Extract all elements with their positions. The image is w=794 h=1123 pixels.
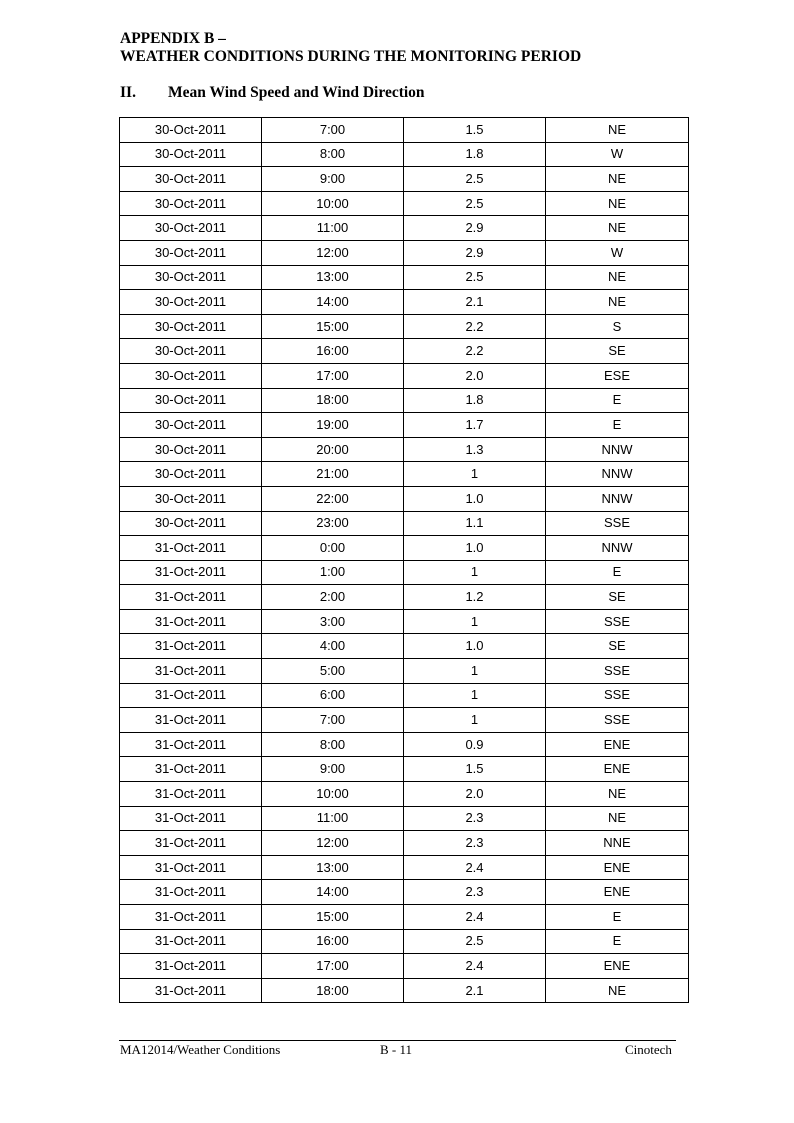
table-row: [120, 462, 689, 487]
wind-speed-cell: 2.4: [404, 855, 546, 880]
time-cell: 11:00: [262, 806, 404, 831]
time-cell: 23:00: [262, 511, 404, 536]
wind-speed-cell: 1.3: [404, 437, 546, 462]
wind-speed-cell: 2.9: [404, 216, 546, 241]
time-cell: 18:00: [262, 978, 404, 1003]
wind-direction-cell: ENE: [546, 757, 689, 782]
time-cell: 3:00: [262, 609, 404, 634]
date-cell: 30-Oct-2011: [120, 413, 262, 438]
table-row: [120, 536, 689, 561]
wind-direction-cell: SSE: [546, 708, 689, 733]
table-row: [120, 806, 689, 831]
wind-speed-cell: 1: [404, 609, 546, 634]
table-row: [120, 708, 689, 733]
wind-direction-cell: E: [546, 929, 689, 954]
wind-speed-cell: 2.1: [404, 978, 546, 1003]
date-cell: 30-Oct-2011: [120, 339, 262, 364]
table-row: [120, 659, 689, 684]
time-cell: 7:00: [262, 118, 404, 143]
wind-direction-cell: NNW: [546, 536, 689, 561]
time-cell: 20:00: [262, 437, 404, 462]
table-row: [120, 118, 689, 143]
table-row: [120, 142, 689, 167]
table-row: [120, 413, 689, 438]
wind-direction-cell: E: [546, 560, 689, 585]
time-cell: 13:00: [262, 265, 404, 290]
date-cell: 30-Oct-2011: [120, 462, 262, 487]
date-cell: 31-Oct-2011: [120, 609, 262, 634]
table-row: [120, 978, 689, 1003]
appendix-heading-line-1: APPENDIX B –: [120, 30, 226, 47]
table-row: [120, 585, 689, 610]
table-row: [120, 732, 689, 757]
wind-speed-cell: 1: [404, 683, 546, 708]
date-cell: 31-Oct-2011: [120, 560, 262, 585]
appendix-heading: [120, 30, 581, 66]
wind-speed-cell: 1: [404, 708, 546, 733]
time-cell: 21:00: [262, 462, 404, 487]
table-row: [120, 782, 689, 807]
table-row: [120, 437, 689, 462]
table-row: [120, 240, 689, 265]
time-cell: 9:00: [262, 167, 404, 192]
wind-direction-cell: E: [546, 413, 689, 438]
date-cell: 31-Oct-2011: [120, 659, 262, 684]
wind-data-table: [119, 117, 689, 1003]
date-cell: 31-Oct-2011: [120, 634, 262, 659]
wind-direction-cell: NNW: [546, 486, 689, 511]
time-cell: 15:00: [262, 314, 404, 339]
time-cell: 7:00: [262, 708, 404, 733]
wind-speed-cell: 1: [404, 560, 546, 585]
date-cell: 30-Oct-2011: [120, 167, 262, 192]
table-row: [120, 609, 689, 634]
wind-speed-cell: 1.5: [404, 118, 546, 143]
date-cell: 31-Oct-2011: [120, 954, 262, 979]
time-cell: 16:00: [262, 929, 404, 954]
time-cell: 2:00: [262, 585, 404, 610]
section-number: II.: [120, 84, 136, 101]
table-row: [120, 831, 689, 856]
wind-direction-cell: SE: [546, 585, 689, 610]
wind-speed-cell: 2.0: [404, 782, 546, 807]
time-cell: 16:00: [262, 339, 404, 364]
wind-direction-cell: NE: [546, 191, 689, 216]
wind-direction-cell: NNW: [546, 462, 689, 487]
wind-speed-cell: 1.0: [404, 536, 546, 561]
wind-direction-cell: W: [546, 142, 689, 167]
table-row: [120, 167, 689, 192]
wind-speed-cell: 2.5: [404, 265, 546, 290]
wind-speed-cell: 0.9: [404, 732, 546, 757]
table-row: [120, 216, 689, 241]
table-row: [120, 363, 689, 388]
wind-direction-cell: NE: [546, 118, 689, 143]
time-cell: 6:00: [262, 683, 404, 708]
wind-direction-cell: SE: [546, 634, 689, 659]
wind-speed-cell: 2.9: [404, 240, 546, 265]
table-row: [120, 560, 689, 585]
wind-speed-cell: 2.1: [404, 290, 546, 315]
date-cell: 31-Oct-2011: [120, 831, 262, 856]
wind-speed-cell: 2.2: [404, 339, 546, 364]
wind-speed-cell: 1.2: [404, 585, 546, 610]
time-cell: 12:00: [262, 831, 404, 856]
time-cell: 4:00: [262, 634, 404, 659]
wind-direction-cell: NNW: [546, 437, 689, 462]
date-cell: 30-Oct-2011: [120, 437, 262, 462]
wind-direction-cell: S: [546, 314, 689, 339]
time-cell: 10:00: [262, 782, 404, 807]
wind-direction-cell: NE: [546, 167, 689, 192]
date-cell: 30-Oct-2011: [120, 486, 262, 511]
date-cell: 31-Oct-2011: [120, 806, 262, 831]
date-cell: 30-Oct-2011: [120, 511, 262, 536]
wind-speed-cell: 1: [404, 659, 546, 684]
date-cell: 30-Oct-2011: [120, 290, 262, 315]
date-cell: 31-Oct-2011: [120, 585, 262, 610]
date-cell: 30-Oct-2011: [120, 388, 262, 413]
wind-speed-cell: 1.8: [404, 142, 546, 167]
wind-direction-cell: SE: [546, 339, 689, 364]
wind-direction-cell: SSE: [546, 511, 689, 536]
wind-direction-cell: NE: [546, 782, 689, 807]
wind-speed-cell: 1.0: [404, 634, 546, 659]
date-cell: 30-Oct-2011: [120, 240, 262, 265]
time-cell: 18:00: [262, 388, 404, 413]
time-cell: 11:00: [262, 216, 404, 241]
time-cell: 22:00: [262, 486, 404, 511]
wind-speed-cell: 1.8: [404, 388, 546, 413]
table-row: [120, 683, 689, 708]
wind-direction-cell: NE: [546, 216, 689, 241]
table-row: [120, 314, 689, 339]
wind-direction-cell: SSE: [546, 683, 689, 708]
section-title: [120, 84, 425, 102]
time-cell: 14:00: [262, 880, 404, 905]
table-row: [120, 486, 689, 511]
wind-direction-cell: NE: [546, 978, 689, 1003]
date-cell: 31-Oct-2011: [120, 855, 262, 880]
table-row: [120, 954, 689, 979]
wind-direction-cell: E: [546, 388, 689, 413]
wind-data-table-body: [120, 118, 689, 1003]
date-cell: 31-Oct-2011: [120, 708, 262, 733]
wind-speed-cell: 2.4: [404, 954, 546, 979]
wind-speed-cell: 1.0: [404, 486, 546, 511]
wind-speed-cell: 1: [404, 462, 546, 487]
date-cell: 30-Oct-2011: [120, 265, 262, 290]
appendix-heading-line-2: WEATHER CONDITIONS DURING THE MONITORING PERIOD: [120, 48, 582, 65]
time-cell: 10:00: [262, 191, 404, 216]
wind-speed-cell: 2.3: [404, 806, 546, 831]
time-cell: 15:00: [262, 905, 404, 930]
date-cell: 30-Oct-2011: [120, 118, 262, 143]
table-row: [120, 757, 689, 782]
footer-company: Cinotech: [625, 1042, 672, 1057]
table-row: [120, 511, 689, 536]
wind-speed-cell: 1.1: [404, 511, 546, 536]
wind-speed-cell: 2.4: [404, 905, 546, 930]
date-cell: 31-Oct-2011: [120, 905, 262, 930]
wind-direction-cell: NE: [546, 290, 689, 315]
date-cell: 31-Oct-2011: [120, 683, 262, 708]
date-cell: 31-Oct-2011: [120, 880, 262, 905]
table-row: [120, 929, 689, 954]
table-row: [120, 905, 689, 930]
table-row: [120, 265, 689, 290]
wind-direction-cell: ENE: [546, 954, 689, 979]
wind-direction-cell: ENE: [546, 732, 689, 757]
time-cell: 12:00: [262, 240, 404, 265]
time-cell: 8:00: [262, 732, 404, 757]
footer-document-ref: MA12014/Weather Conditions: [120, 1042, 281, 1057]
table-row: [120, 191, 689, 216]
wind-speed-cell: 2.5: [404, 191, 546, 216]
time-cell: 9:00: [262, 757, 404, 782]
wind-speed-cell: 2.3: [404, 880, 546, 905]
section-title-text: Mean Wind Speed and Wind Direction: [168, 84, 425, 101]
wind-speed-cell: 2.5: [404, 929, 546, 954]
date-cell: 31-Oct-2011: [120, 536, 262, 561]
wind-speed-cell: 1.5: [404, 757, 546, 782]
wind-speed-cell: 2.5: [404, 167, 546, 192]
date-cell: 31-Oct-2011: [120, 782, 262, 807]
date-cell: 30-Oct-2011: [120, 216, 262, 241]
wind-speed-cell: 1.7: [404, 413, 546, 438]
wind-speed-cell: 2.2: [404, 314, 546, 339]
footer-page-number: B - 11: [380, 1042, 413, 1057]
time-cell: 1:00: [262, 560, 404, 585]
wind-direction-cell: ESE: [546, 363, 689, 388]
date-cell: 31-Oct-2011: [120, 757, 262, 782]
date-cell: 30-Oct-2011: [120, 191, 262, 216]
wind-direction-cell: NE: [546, 265, 689, 290]
wind-speed-cell: 2.0: [404, 363, 546, 388]
table-row: [120, 388, 689, 413]
time-cell: 8:00: [262, 142, 404, 167]
time-cell: 17:00: [262, 363, 404, 388]
table-row: [120, 290, 689, 315]
wind-direction-cell: W: [546, 240, 689, 265]
footer-divider: [119, 1040, 676, 1041]
date-cell: 31-Oct-2011: [120, 732, 262, 757]
wind-direction-cell: NNE: [546, 831, 689, 856]
time-cell: 0:00: [262, 536, 404, 561]
date-cell: 30-Oct-2011: [120, 142, 262, 167]
wind-direction-cell: ENE: [546, 880, 689, 905]
wind-speed-cell: 2.3: [404, 831, 546, 856]
table-row: [120, 880, 689, 905]
time-cell: 19:00: [262, 413, 404, 438]
time-cell: 17:00: [262, 954, 404, 979]
time-cell: 5:00: [262, 659, 404, 684]
wind-direction-cell: ENE: [546, 855, 689, 880]
wind-direction-cell: SSE: [546, 609, 689, 634]
date-cell: 30-Oct-2011: [120, 363, 262, 388]
wind-direction-cell: SSE: [546, 659, 689, 684]
table-row: [120, 634, 689, 659]
table-row: [120, 855, 689, 880]
time-cell: 14:00: [262, 290, 404, 315]
wind-direction-cell: NE: [546, 806, 689, 831]
date-cell: 30-Oct-2011: [120, 314, 262, 339]
table-row: [120, 339, 689, 364]
wind-direction-cell: E: [546, 905, 689, 930]
date-cell: 31-Oct-2011: [120, 978, 262, 1003]
date-cell: 31-Oct-2011: [120, 929, 262, 954]
time-cell: 13:00: [262, 855, 404, 880]
